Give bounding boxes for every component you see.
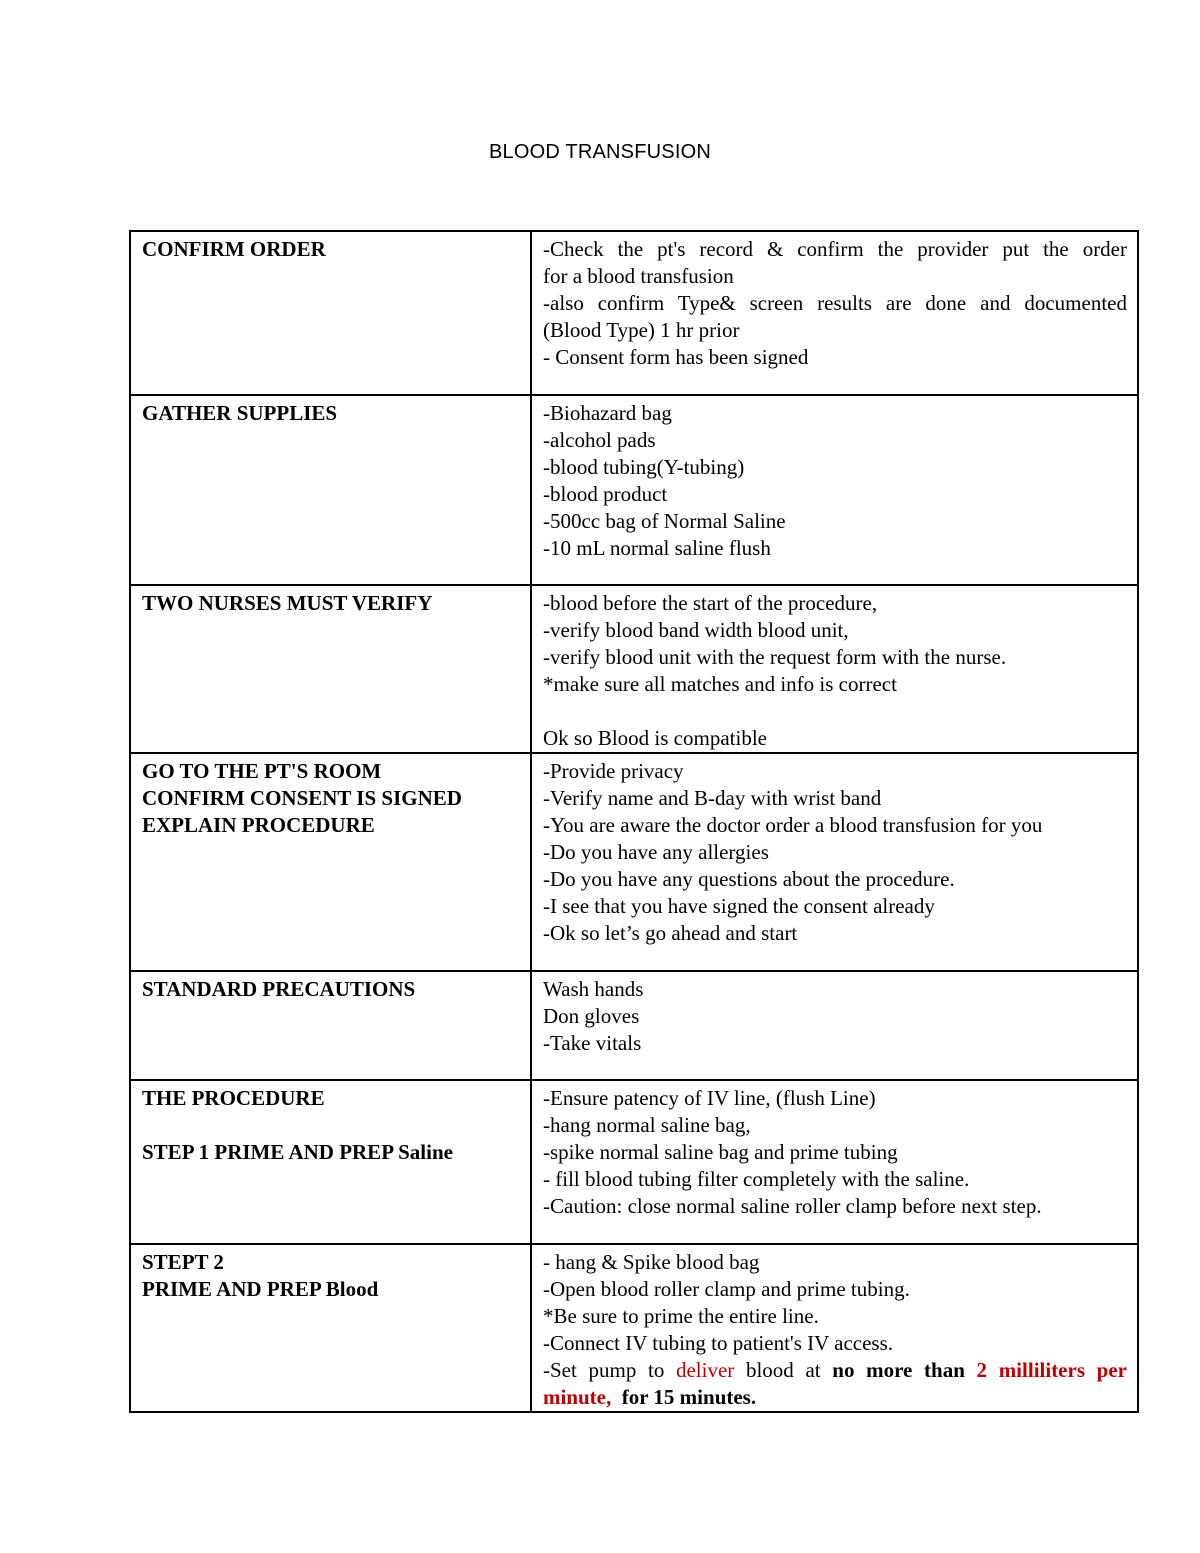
step-label-cell xyxy=(130,753,531,971)
detail-line: *make sure all matches and info is correct xyxy=(543,672,897,696)
step-label: STEPT 2 xyxy=(142,1250,224,1274)
step-detail-cell xyxy=(531,585,1138,753)
detail-line: -Biohazard bag xyxy=(543,401,672,425)
step-label: PRIME AND PREP Blood xyxy=(142,1277,379,1301)
detail-line: Wash hands xyxy=(543,977,644,1001)
step-label: EXPLAIN PROCEDURE xyxy=(142,813,375,837)
step-label-cell xyxy=(130,231,531,395)
step-detail-cell xyxy=(531,753,1138,971)
detail-line: -Ok so let’s go ahead and start xyxy=(543,921,798,945)
pump-rate-highlight: 2 milliliters per xyxy=(964,1358,1127,1382)
detail-line: -blood product xyxy=(543,482,668,506)
detail-line: for a blood transfusion xyxy=(543,264,734,288)
table-row xyxy=(130,753,1138,971)
step-detail-cell xyxy=(531,971,1138,1080)
procedure-table xyxy=(129,230,1139,1413)
pump-text-bold: no more than xyxy=(832,1358,965,1382)
step-label-cell xyxy=(130,1080,531,1244)
pump-text: blood at xyxy=(734,1358,833,1382)
step-label-cell xyxy=(130,971,531,1080)
detail-line: -10 mL normal saline flush xyxy=(543,536,771,560)
blank-line xyxy=(543,698,1127,725)
pump-text: -Set pump to xyxy=(543,1358,676,1382)
table-row xyxy=(130,231,1138,395)
step-label: STANDARD PRECAUTIONS xyxy=(142,977,416,1001)
step-label: GO TO THE PT'S ROOM xyxy=(142,759,382,783)
detail-line: -Check the pt's record & confirm the provider put the order xyxy=(543,237,1127,261)
pump-rate-line xyxy=(543,1357,1127,1384)
step-label-cell xyxy=(130,1244,531,1412)
detail-line: *Be sure to prime the entire line. xyxy=(543,1304,819,1328)
detail-line: -blood tubing(Y-tubing) xyxy=(543,455,745,479)
detail-line: -500cc bag of Normal Saline xyxy=(543,509,786,533)
table-row xyxy=(130,1244,1138,1412)
step-label: CONFIRM ORDER xyxy=(142,237,326,261)
pump-duration: for 15 minutes. xyxy=(611,1385,757,1409)
detail-line: -Open blood roller clamp and prime tubing. xyxy=(543,1277,910,1301)
detail-line: -You are aware the doctor order a blood transfusion for you xyxy=(543,813,1043,837)
step-detail-cell xyxy=(531,395,1138,585)
detail-line: - hang & Spike blood bag xyxy=(543,1250,760,1274)
table-row xyxy=(130,395,1138,585)
step-label-cell xyxy=(130,585,531,753)
step-label: GATHER SUPPLIES xyxy=(142,401,338,425)
step-detail-cell xyxy=(531,231,1138,395)
detail-line: -alcohol pads xyxy=(543,428,656,452)
table-row xyxy=(130,585,1138,753)
detail-line: -Do you have any allergies xyxy=(543,840,769,864)
table-row xyxy=(130,971,1138,1080)
detail-line: -Do you have any questions about the procedure. xyxy=(543,867,955,891)
detail-line: -Verify name and B-day with wrist band xyxy=(543,786,882,810)
blank-line xyxy=(142,1112,520,1139)
detail-line: -I see that you have signed the consent already xyxy=(543,894,935,918)
page-title: BLOOD TRANSFUSION xyxy=(489,141,711,163)
pump-text-highlight: deliver xyxy=(675,1358,735,1382)
detail-line: -spike normal saline bag and prime tubing xyxy=(543,1140,898,1164)
detail-line: -verify blood unit with the request form with the nurse. xyxy=(543,645,1007,669)
detail-line: - fill blood tubing filter completely with the saline. xyxy=(543,1167,970,1191)
step-label: TWO NURSES MUST VERIFY xyxy=(142,591,433,615)
detail-line: -Take vitals xyxy=(543,1031,642,1055)
detail-line: -Ensure patency of IV line, (flush Line) xyxy=(543,1086,876,1110)
detail-line: -Caution: close normal saline roller clamp before next step. xyxy=(543,1194,1042,1218)
table-row xyxy=(130,1080,1138,1244)
step-detail-cell xyxy=(531,1244,1138,1412)
detail-line: -verify blood band width blood unit, xyxy=(543,618,849,642)
step-label: THE PROCEDURE xyxy=(142,1086,325,1110)
detail-line: Don gloves xyxy=(543,1004,640,1028)
detail-line: -blood before the start of the procedure, xyxy=(543,591,878,615)
detail-line: -Connect IV tubing to patient's IV access. xyxy=(543,1331,894,1355)
pump-rate-highlight: minute, xyxy=(543,1385,612,1409)
step-detail-cell xyxy=(531,1080,1138,1244)
detail-line: - Consent form has been signed xyxy=(543,345,809,369)
detail-line: (Blood Type) 1 hr prior xyxy=(543,318,740,342)
pump-duration-line xyxy=(543,1384,1127,1411)
detail-line: Ok so Blood is compatible xyxy=(543,726,767,750)
detail-line: -hang normal saline bag, xyxy=(543,1113,751,1137)
detail-line: -Provide privacy xyxy=(543,759,684,783)
step-label: CONFIRM CONSENT IS SIGNED xyxy=(142,786,462,810)
detail-line: -also confirm Type& screen results are done and documented xyxy=(543,291,1127,315)
step-label: STEP 1 PRIME AND PREP Saline xyxy=(142,1140,453,1164)
step-label-cell xyxy=(130,395,531,585)
